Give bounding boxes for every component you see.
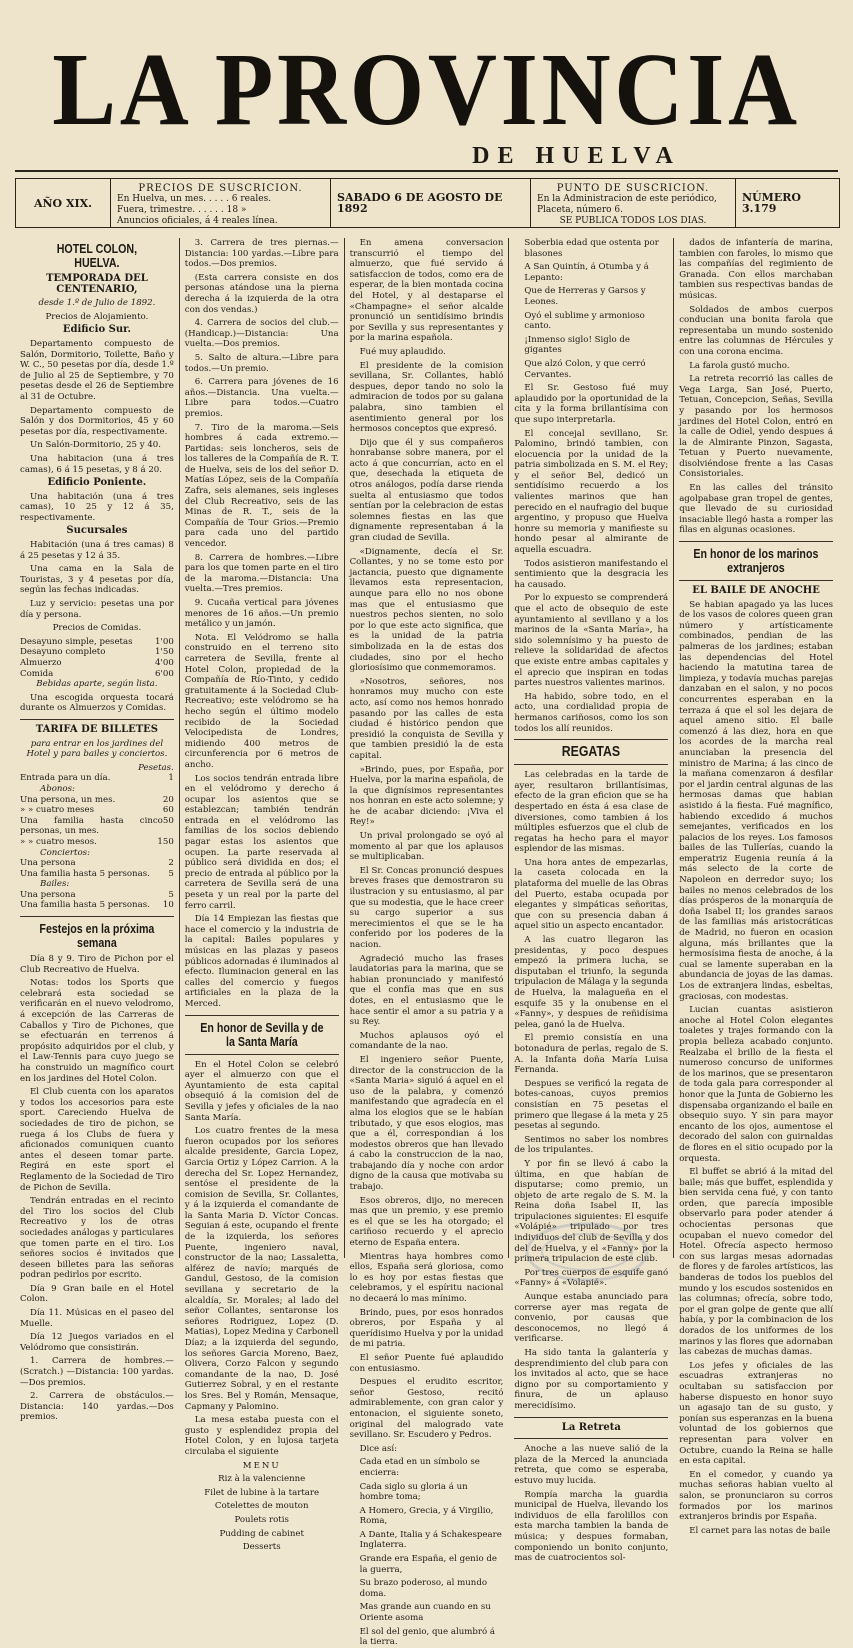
subheading: Edificio Sur.	[62, 324, 131, 336]
info-bar	[15, 178, 840, 228]
price-row: Comida 6'00	[20, 668, 174, 679]
paragraph: (Esta carrera consiste en dos personas atándose una la pierna derecha á la izquierda de la otra con dos vendas.)	[184, 272, 339, 315]
price-row: Desayuno simple, pesetas 1'00	[20, 636, 174, 647]
column-4	[509, 238, 674, 1564]
fare-row: Abonos:	[40, 783, 75, 794]
paragraph: Notas: todos los Sports que celebrará esta sociedad se verificarán en el nuevo velodromo, á excepción de las Carreras de Caballos y Tiro de Pichones, que se efectuarán en terrenos á propósito adquiridos por el club, y el Law-Tennis para cuyo juego se ha construido un magnífico court en los jardines del Hotel Colon.	[20, 978, 174, 1084]
note: Bebidas aparte, según lista.	[36, 679, 158, 690]
paragraph: «Dignamente, decía el Sr. Collantes, y no se tome esto por jactancia, puesto que dignamente llevamos esta representacion, aunque para ello no nos obone mas que el entusiasmo que nuestros pechos sienten, no solo por lo que este acto significa, que es la unidad de la patria simbolizada en la de estas dos ciudades, sino por el hecho gloriosísimo que conmemoramos.	[349, 546, 504, 674]
poem-line: El sol del genio, que alumbró á la tierra.	[359, 1626, 496, 1648]
prices-title: PRECIOS DE SUSCRICION.	[138, 183, 303, 194]
subheading: para entrar en los jardines del Hotel y para bailes y conciertos.	[26, 738, 168, 760]
poem-line: Mas grande aun cuando en su Oriente asoma	[359, 1602, 491, 1624]
divider	[514, 739, 668, 740]
paragraph: Muchos aplausos oyó el comandante de la nao.	[349, 1030, 504, 1052]
paragraph: Dice así:	[359, 1443, 398, 1454]
heading: REGATAS	[562, 743, 621, 761]
paragraph: Luz y servicio: pesetas una por día y persona.	[20, 599, 174, 620]
paragraph: Una escogida orquesta tocará durante os Almuerzos y Comidas.	[20, 692, 174, 714]
fare-row: Una familia hasta 5 personas. 5	[20, 868, 174, 879]
column-1	[15, 238, 180, 1423]
masthead	[0, 32, 853, 170]
divider	[679, 541, 833, 542]
paragraph: Tendrán entradas en el recinto del Tiro los socios del Club Recreativo y los de otras sociedades análogas y particulares que tomen parte en el tiro. Los señores socios é invitados que deseen billetes para las señoras podran pedirlos por escrito.	[20, 1196, 174, 1281]
heading: En honor de Sevilla y de la Santa María	[200, 1019, 324, 1049]
paragraph: El buffet se abrió á la mitad del baile; más que buffet, esplendida y bien servida cena fué, y con tanto orden, que parecía imposible observarlo para poder atender á ochocientas personas que ocupaban el nuevo comedor del Hotel. Ofrecía aspecto hermoso con sus largas mesas adornadas de flores y de faroles artísticos, las banderas de todos los pueblos del mundo y los escudos sostenidos en las columnas; ofrecía, sobre todo, por el gran golpe de gente que allí había, y por la combinacion de los dorados de los uniformes de los marinos y las flores que adornaban las cabezas de muchas damas.	[679, 1167, 833, 1358]
prices-box	[111, 179, 331, 227]
paragraph: Dijo que él y sus compañeros honrabanse sobre manera, por el acto á que concurrían, acto en el que, desechada la etiqueta de otros análogos, podía darse rienda suelta al entusiasmo que todos sentían por la celebracion de estas solemnes fiestas en las que dignamente representaban á la gran ciudad de Sevilla.	[349, 437, 504, 544]
poem-line: A Dante, Italia y á Schakespeare Inglaterra.	[359, 1529, 502, 1551]
paragraph: Soldados de ambos cuerpos conducian una bonita farola que representaba un mundo sostenido entre las columnas de Hércules y con una corona encima.	[679, 304, 833, 357]
paragraph: 6. Carrera para jóvenes de 16 años.—Distancia. Una vuelta.—Libre para todos.—Cuatro premios.	[184, 377, 339, 419]
fare-row: Bailes:	[40, 879, 70, 890]
paragraph: Día 9 Gran baile en el Hotel Colon.	[20, 1283, 174, 1305]
paragraph: 7. Tiro de la maroma.—Seis hombres á cada extremo.—Partidas: seis loncheros, seis de los talleres de la Compañía de R. T. de Huelva, seis de los del señor D. Matías López, seis de la Compañía Zafra, seis alemanes, seis ingleses del Club Recreativo, seis de las Minas de R. T., seis de la Compañía de Tour Grios.—Premio para cada uno del partido vencedor.	[184, 422, 339, 550]
column-5	[674, 238, 838, 1536]
paragraph: El presidente de la comision sevillana, Sr. Collantes, habló despues, depor tando no solo la admiracion de todos por su galana palabra, sino tambien el asentimiento general por los hermosos conceptos que expresó.	[349, 360, 504, 435]
fare-row: Conciertos:	[40, 847, 90, 858]
newspaper-subtitle: DE HUELVA	[472, 143, 681, 169]
paragraph: A las cuatro llegaron las presidentas, y poco despues empezó la primera lucha, se disputaban el triunfo, la segunda tripulacion de Málaga y la segunda de Huelva, la malagueña en el esquife 35 y la onubense en el «Fanny», y despues de reñidísima pelea, ganó la de Huelva.	[514, 935, 669, 1030]
paragraph: Despues se verificó la regata de botes-canoas, cuyos premios consistían en 75 pesetas el primero que llegase á la meta y 25 pesetas al segundo.	[514, 1078, 669, 1132]
paragraph: 8. Carrera de hombres.—Libre para los que tomen parte en el tiro de la maroma.—Distancia: Una vuelta.—Tres premios.	[184, 552, 339, 595]
paragraph: Rompía marcha la guardia municipal de Huelva, llevando los individuos de ella farolillos con esta marcha tambien la banda de música; y despues formaban, componiendo un bonito conjunto, mas de cuatrocientos sol-	[514, 1489, 669, 1564]
subscription-point-box	[531, 179, 736, 227]
paragraph: En el Hotel Colon se celebró ayer el almuerzo con que el Ayuntamiento de esta capital obsequió á la comision del de Sevilla y jefes y oficiales de la nao Santa María.	[184, 1059, 339, 1123]
paragraph: Agradeció mucho las frases laudatorias para la marina, que se habian pronunciado y manifestó que el confía mas que en sus dotes, en el entusiasmo que le hace sentir el amor a su patria y a su Rey.	[349, 953, 504, 1028]
paragraph: Día 12 Juegos variados en el Velódromo que consistirán.	[20, 1332, 174, 1353]
paragraph: Todos asistieron manifestando el sentimiento que la desgracia les ha causado.	[514, 558, 669, 590]
subheading: desde 1.º de Julio de 1892.	[38, 298, 156, 309]
heading: La Retreta	[561, 1421, 621, 1433]
prices-line: Anuncios oficiales, á 4 reales línea.	[117, 216, 278, 226]
poem-line: Grande era España, el genio de la guerra,	[359, 1554, 497, 1575]
point-daily: SE PUBLICA TODOS LOS DIAS.	[559, 216, 707, 226]
heading: Festejos en la próxima semana	[39, 921, 155, 951]
newspaper-title: LA PROVINCIA	[52, 32, 801, 147]
price-row: Desayuno completo 1'50	[20, 647, 174, 658]
paragraph: »Nosotros, señores, nos honramos muy mucho con este acto, así como nos hemos honrado pasando por las calles de esta ciudad é histórico pendon que presidió la conquista de Sevilla y que tambien presidió la de esta capital.	[349, 676, 504, 761]
prices-line: Fuera, trimestre. . . . . . 18 »	[117, 205, 247, 215]
point-title: PUNTO DE SUSCRICION.	[556, 183, 710, 194]
point-line: En la Administracion de este periódico,	[537, 194, 717, 204]
paragraph: El carnet para las notas de baile	[689, 1525, 831, 1536]
paragraph: El señor Puente fué aplaudido con entusiasmo.	[349, 1352, 504, 1374]
poem-line: Cada etad en un símbolo se encierra:	[359, 1457, 480, 1478]
fare-row: Una persona, un mes. 20	[20, 794, 174, 805]
paragraph: Una habitacion (una á tres camas), 6 á 15 pesetas, y 8 á 20.	[20, 453, 174, 475]
fare-row: Entrada para un día. 1	[20, 773, 174, 784]
poem-line: A San Quintín, á Otumba y á Lepanto:	[524, 262, 649, 283]
poem-line: Su brazo poderoso, al mundo doma.	[359, 1578, 488, 1599]
paragraph: Una habitación (una á tres camas), 10 25 y 12 á 35, respectivamente.	[20, 491, 174, 523]
paragraph: En amena conversacion transcurrió el tiempo del almuerzo, que fué servido á satisfaccion de todos, como era de esperar, de la bien montada cocina del Hotel, y al destaparse el «Champagne» el señor alcalde pronunció un sentidísimo brindis por Sevilla y sus representantes y por la marina española.	[349, 238, 504, 344]
price-row: Almuerzo 4'00	[20, 658, 174, 668]
divider	[185, 1015, 339, 1016]
paragraph: La mesa estaba puesta con el gusto y esplendidez propia del Hotel Colon, y en lujosa tarjeta circulaba el siguiente	[184, 1415, 339, 1457]
menu-item: Pudding de cabinet	[219, 1528, 304, 1539]
divider	[514, 764, 668, 765]
paragraph: Un prival prolongado se oyó al momento al par que los aplausos se multiplicaban.	[349, 831, 504, 863]
paragraph: Ha sido tanta la galantería y desprendimiento del club para con los invitados al acto, que se hace digno por su comportamiento y finura, de un aplauso merecidísimo.	[514, 1348, 669, 1411]
poem-line: Oyó el sublime y armonioso canto.	[524, 310, 645, 332]
paragraph: La retreta recorrió las calles de Vega Larga, San José, Puerto, Tetuan, Concepcion, Señas, Sevilla y pasando por los hermosos jardines del Hotel Colon, entró en la calle de Odiel, yendo despues á la de Almirante Pinzon, Sagasta, Tetuan y Puerto nuevamente, disolviéndose frente a las Casas Consistoriales.	[679, 374, 833, 480]
poem-line: Soberbia edad que ostenta por blasones	[524, 238, 659, 259]
paragraph: El Club cuenta con los aparatos y todos los accesorios para este sport. Careciendo Huelva de sociedades de tiro de pichon, se ruega á los Clubs de fuera y aficionados comuniquen cuanto antes el deseen tomar parte. Regirá en este sport el Reglamento de la Sociedad de Tiro de Pichon de Sevilla.	[20, 1087, 174, 1193]
paragraph: Departamento compuesto de Salón, Dormitorio, Toilette, Baño y W. C., 50 pesetas por día, desde 1.º de Julio al 25 de Septiembre, y 70 pesetas desde el 26 de Septiembre al 31 de Octubre.	[20, 338, 174, 402]
library-stamp-icon	[512, 1212, 662, 1282]
menu-title: MENU	[242, 1460, 281, 1471]
paragraph: Una hora antes de empezarlas, la caseta colocada en la plataforma del muelle de las Obras del Puerto, estaba ocupada por elegantes y simpáticas señoritas, que con su presencia daban á aquel sitio un aspecto encantador.	[514, 857, 669, 932]
paragraph: Esos obreros, dijo, no merecen mas que un premio, y ese premio es el que se les ha otorgado; el cariñoso recuerdo y el aprecio eterno de España entera.	[349, 1195, 504, 1249]
poem-line: Cada siglo su gloria á un hombre toma;	[359, 1481, 468, 1503]
paragraph: 2. Carrera de obstáculos.—Distancia: 140 yardas.—Dos premios.	[20, 1391, 174, 1423]
paragraph: Por tres cuerpos de esquife ganó «Fanny» á «Volapié».	[514, 1267, 669, 1289]
paragraph: Un Salón-Dormitorio, 25 y 40.	[30, 440, 161, 451]
pesetas-label: Pesetas.	[138, 762, 174, 773]
divider	[514, 1438, 668, 1439]
paragraph: Los cuatro frentes de la mesa fueron ocupados por los señores alcalde presidente, Garcia Lopez, Garcia Ortiz y López Carrion. A la derecha del Sr. Lopez Hernandez, sentóse el presidente de la comision de Sevilla, Sr. Collantes, y á la izquierda el comandante de la Santa Maria D. Víctor Concas. Seguian á este, ocupando el frente de la izquierda, los señores Puente, ingeniero naval, constructor de la nao; Lassaletta, alférez de navío; marqués de Gandul, Gestoso, de la comision sevillana y secretario de la alcaldía, Sr. Morales; al lado del señor Collantes, sentaronse los señores Rodriguez, Lopez (D. Matias), Lopez Medina y Carbonell Díaz; a la izquierda del segundo, los señores Garcia Moreno, Baez, Olivera, Corzo Falcon y segundo comandante de la nao, D. José Gutierrez Sobral, y en el restante los Sres. Bel y Román, Mensaque, Capmany y Palomino.	[184, 1126, 339, 1412]
paragraph: »Brindo, pues, por España, por Huelva, por la marina española, de la que dignísimos representantes nos honran en este acto solemne; y he de acabar diciendo: ¡Viva el Rey!»	[349, 764, 504, 828]
paragraph: El Sr. Concas pronunció despues breves frases que demostraron su ilustracion y su entusiasmo, al par que su modestia, que le hace creer su cargo superior a sus merecimientos el que se le ha conferido por los poderes de la nacion.	[349, 865, 504, 950]
paragraph: En el comedor, y cuando ya muchas señoras habian vuelto al salon, se pronunciaron su corros formados por los marinos extranjeros brindis por España.	[679, 1469, 833, 1523]
columns	[15, 238, 838, 1648]
paragraph: Habitación (una á tres camas) 8 á 25 pesetas y 12 á 35.	[20, 540, 174, 561]
paragraph: Ha habido, sobre todo, en el acto, una cordialidad propia de hermanos cariñosos, como los son todos los allí reunidos.	[514, 691, 669, 734]
paragraph: Mientras haya hombres como ellos, España será gloriosa, como lo es hoy por estas fiestas que celebramos, y el espíritu nacional no decaerá lo mas mínimo.	[349, 1251, 504, 1304]
subheading: Edificio Poniente.	[47, 477, 147, 489]
poem-line: Que de Herreras y Garsos y Leones.	[524, 286, 646, 307]
subheading: EL BAILE DE ANOCHE	[692, 585, 820, 597]
heading: En honor de los marinos extranjeros	[693, 546, 819, 576]
heading: TARIFA DE BILLETES	[35, 723, 159, 735]
paragraph: Por lo expuesto se comprenderá que el acto de obsequio de este ayuntamiento al sevillano y a los marinos de la «Santa María», ha sido solemnísimo y ha puesto de relieve la solidaridad de afectos que existe entre ambas capitales y el aprecio que inspiran en todas partes nuestros valientes marinos.	[514, 593, 669, 689]
subheading: Precios de Alojamiento.	[45, 311, 149, 322]
heading: TEMPORADA DEL CENTENARIO,	[46, 273, 148, 295]
heading: HOTEL COLON, HUELVA.	[56, 241, 138, 270]
paragraph: Una cama en la Sala de Touristas, 3 y 4 pesetas por día, según las fechas indicadas.	[20, 564, 174, 596]
paragraph: Brindo, pues, por esos honrados obreros, por España y al querídisimo Huelva y por la unidad de mi patria.	[349, 1307, 504, 1350]
paragraph: Aunque estaba anunciado para correrse ayer mas regata de convenio, por causas que desconocemos, no llegó á verificarse.	[514, 1292, 669, 1345]
paragraph: Día 11. Músicas en el paseo del Muelle.	[20, 1308, 174, 1329]
paragraph: Día 14 Empiezan las fiestas que hace el comercio y la industria de la capital: Bailes populares y músicas en las plazas y paseos públicos adornadas é iluminados al efecto. Iluminacion general en las calles del comercio y fuegos artificiales en la plaza de la Merced.	[184, 914, 339, 1009]
paragraph: Se habian apagado ya las luces de los vasos de colores queen gran número y artísticamente combinados, pendian de las palmeras de los jardines; estaban las dependencias del Hotel haciendo la matutina tarea de limpieza, y todavía muchas parejas danzaban en el salon, y no pocos concurrentes esperaban en la terraza á que el sol les dejara de aquel ameno sitio. El baile comenzó á las diez, hora en que los acordes de la marcha real anunciaban la presencia del ministro de Marina; á las cinco de la mañana comenzaron á desfilar por el jardin central algunas de las hermosas damas que habian asistido á la fiesta. Fué magnífico, habiendo excedido á muchos semejantes, verificados en los palacios de los reyes. Los famosos bailes de las Tullerías, cuando la emperatriz Eugenia reunía á la más selecto de la corte de Napoleon en derredor suyo; los bailes no menos celebrados de los días prósperos de la monarquía de doña Isabel II; los grandes saraos de las familias más aristocráticas de Madrid, no fueron en ocasion alguna, más brillantes que la hermosísima fiesta de anoche, á la cual se lamente superaban en la abundancia de joyas de las damas. Los de extranjera lindas, esbeltas, graciosas, con modestas.	[679, 599, 833, 1002]
menu-item: Poulets rotis	[234, 1514, 289, 1525]
issue-number: NÚMERO 3.179	[742, 191, 801, 215]
poem-line: A Homero, Grecia, y á Virgilio, Roma,	[359, 1505, 494, 1527]
fare-row: Una familia hasta cinco personas, un mes. 50	[20, 815, 174, 837]
divider	[514, 1417, 668, 1418]
fare-row: » » cuatro mesos. 150	[20, 836, 174, 847]
column-3	[345, 238, 510, 1648]
fare-row: Una persona 2	[20, 858, 174, 869]
column-2	[180, 238, 345, 1553]
divider	[185, 1054, 339, 1055]
paragraph: La farola gustó mucho.	[689, 360, 790, 371]
paragraph: El concejal sevillano, Sr. Palomino, brindó tambien, con elocuencia por la unidad de la patria simbolizada en S. M. el Rey; y el señor Bel, dedicó un sentidísimo recuerdo a los valientes marinos que han perecido en el naufragio del buque argentino, y propuso que Huelva honre su memoria y manifieste su hondo pesar al almirante de aquella escuadra.	[514, 428, 669, 556]
subheading: Precios de Comidas.	[52, 623, 142, 634]
prices-line: En Huelva, un mes. . . . . 6 reales.	[117, 194, 272, 204]
divider	[679, 580, 833, 581]
poem-line: Que alzó Colon, y que cerró Cervantes.	[524, 358, 646, 380]
paragraph: Los jefes y oficiales de las escuadras extranjeras no ocultaban su satisfaccion por haberse dispuesto en honor suyo un agasajo tan de su gusto, y ponían sus esperanzas en la buena voluntad de los gobiernos que representan para volver en Octubre, cuando la Reina se halle en esta capital.	[679, 1360, 833, 1467]
paragraph: 3. Carrera de tres piernas.—Distancia: 100 yardas.—Libre para todos.—Dos premios.	[184, 238, 339, 270]
paragraph: Nota. El Velódromo se halla construido en el terreno sito carretera de Sevilla, frente al Hotel Colon, propiedad de la Compañía de Río-Tinto, y cedido gratuitamente á la Sociedad Club-Recreativo; este velódromo se ha hecho según el último modelo recibido de la Sociedad Velocipedista de Londres, midiendo 400 metros de circunferencia por 6 metros de ancho.	[184, 632, 339, 770]
fare-row: Una persona 5	[20, 889, 174, 900]
paragraph: Fué muy aplaudido.	[359, 346, 446, 357]
menu-item: Desserts	[242, 1542, 281, 1553]
top-rule	[15, 170, 838, 172]
paragraph: Despues el erudito escritor, señor Gestoso, recitó admirablemente, con gran calor y entonacion, el siguiente soneto, original del malogrado vate sevillano. Sr. Escudero y Pedros.	[349, 1377, 504, 1441]
paragraph: El ingeniero señor Puente, director de la construccion de la «Santa Maria» siguió á aquel en el uso de la palabra, y comenzó manifestando que agradecía en el alma los elogios que se le habían tributado, y que esos elogios, mas que a él, correspondian á los modestos obreros que han llevado á cabo la construccion de la nao, trabajando día y noche con ardor digno de la causa que motivaba su trabajo.	[349, 1054, 504, 1193]
issue-date: SABADO 6 DE AGOSTO DE 1892	[331, 179, 531, 227]
paragraph: En las calles del tránsito agolpabase gran tropel de gentes, que llevado de su curiosidad insaciable llegó hasta a romper las filas en algunas ocasiones.	[679, 483, 833, 536]
divider	[20, 916, 174, 917]
paragraph: 4. Carrera de socios del club.—(Handicap.)—Distancia: Una vuelta.—Dos premios.	[184, 318, 339, 350]
divider	[20, 719, 174, 720]
paragraph: Anoche a las nueve salió de la plaza de la Merced la anunciada retreta, que como se esperaba, estuvo muy lucida.	[514, 1444, 669, 1486]
paragraph: Y por fin se llevó á cabo la última, en que habían de disputarse; como premio, un objeto de arte regalo de S. M. la Reina doña Isabel II, las tripulaciones siguientes: El esquife «Volápié» tripulado por tres individuos del club de Sevilla y dos del de Huelva, y el «Fanny» por la primera tripulacion de este club.	[514, 1158, 669, 1265]
paragraph: 5. Salto de altura.—Libre para todos.—Un premio.	[184, 352, 339, 374]
paragraph: 1. Carrera de hombres.—(Scratch.) —Distancia: 100 yardas.—Dos premios.	[20, 1356, 174, 1388]
paragraph: El premio consistía en una botonadura de perlas, regalo de S. A. la Infanta doña María Luisa Fernanda.	[514, 1033, 669, 1076]
paragraph: Lucian cuantas asistieron anoche al Hotel Colon elegantes toaletes y trajes formando con la propia belleza acabado conjunto. Realzaba el brillo de la fiesta el numeroso concurso de uniformes de los marinos, que se presentaron de toda gala para corresponder al honor que la Junta de Gobierno les dispensaba organizando el baile en obsequio suyo. Y sin para mayor encanto de los ojos, aumentose el decorado del salon con guirnaldas de flores en el sitio ocupado por la orquesta.	[679, 1005, 833, 1164]
paragraph: Los socios tendrán entrada libre en el velódromo y derecho á ocupar los asientos que se establezcan; también tendrán entrada en el velódromo las familias de los socios debiendo pagar estas los asientos que ocupen. La parte reservada al público será dividida en dos; el precio de entrada al público por la carretera de Sevilla será de una peseta y un real por la parte del ferro carril.	[184, 773, 339, 911]
poem-line: ¡Inmenso siglo! Siglo de gigantes	[524, 334, 631, 356]
paragraph: Departamento compuesto de Salón y dos Dormitorios, 45 y 60 pesetas por día, respectivamente.	[20, 405, 174, 437]
paragraph: 9. Cucaña vertical para jóvenes menores de 16 años.—Un premio metálico y un jamón.	[184, 598, 339, 630]
paragraph: Día 8 y 9. Tiro de Pichon por el Club Recreativo de Huelva.	[20, 954, 174, 975]
paragraph: dados de infantería de marina, tambien con faroles, lo mismo que las compañías del regimiento de Granada. Con ellos marchaban tambien sus respectivas bandas de músicas.	[679, 238, 833, 301]
paragraph: Sentimos no saber los nombres de los tripulantes.	[514, 1134, 669, 1156]
menu-item: Riz à la valencienne	[218, 1474, 306, 1485]
year-label: AÑO XIX.	[16, 179, 111, 227]
menu-item: Cotelettes de mouton	[214, 1501, 309, 1512]
subheading: Sucursales	[66, 525, 128, 537]
point-line: Placeta, número 6.	[537, 205, 623, 215]
paragraph: Las celebradas en la tarde de ayer, resultaron brillantísimas, efecto de la gran eficion que se ha despertado en ésta á esa clase de diversiones, como tambien á los múltiples esfuerzos que el club de regatas ha hecho para el mayor esplendor de las mismas.	[514, 770, 669, 855]
fare-row: » » cuatro meses 60	[20, 805, 174, 816]
menu-item: Filet de lubine à la tartare	[204, 1487, 320, 1498]
paragraph: El Sr. Gestoso fué muy aplaudido por la oportunidad de la cita y la forma brillantísima con que supo interpretarla.	[514, 383, 669, 425]
fare-row: Una familia hasta 5 personas. 10	[20, 900, 174, 911]
